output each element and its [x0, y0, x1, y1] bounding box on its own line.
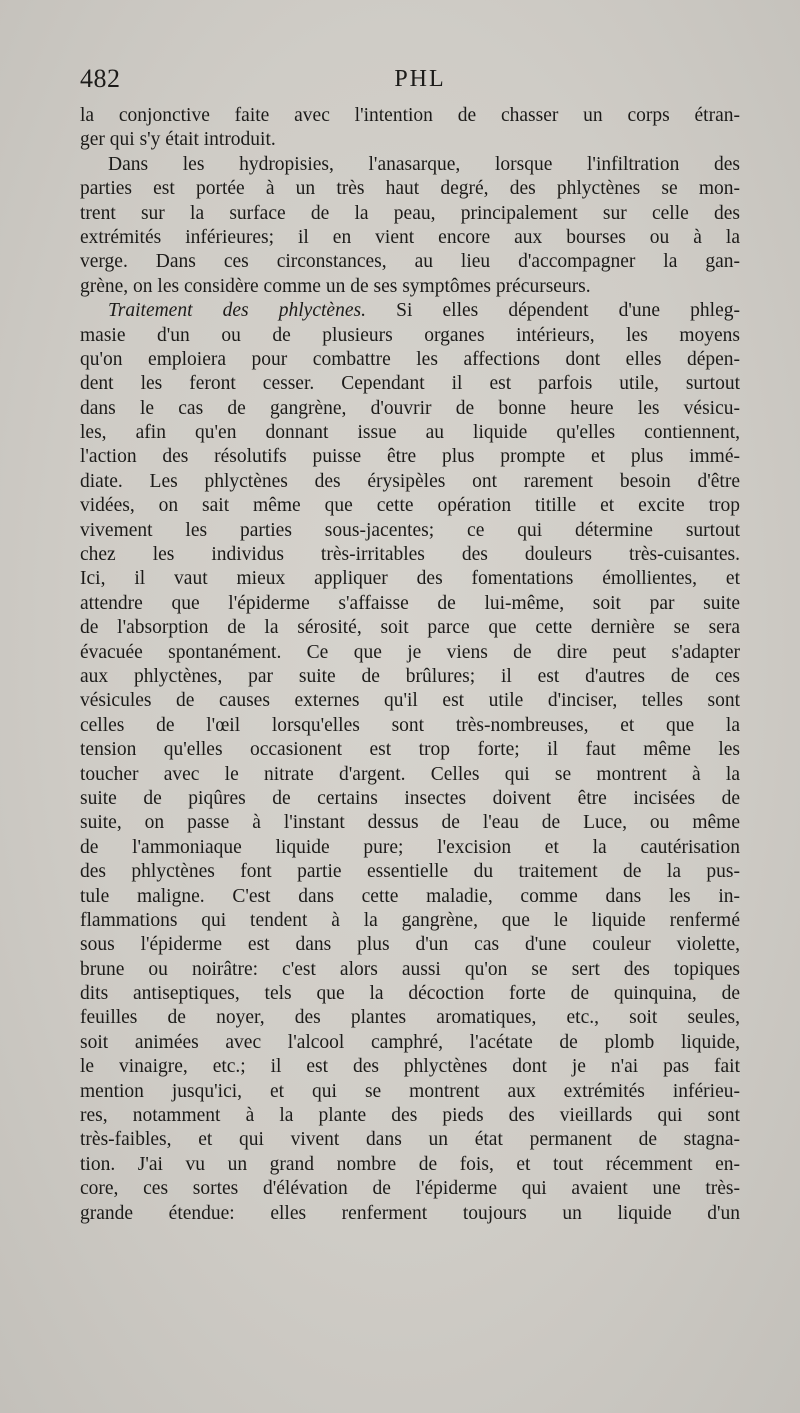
body-text — [80, 104, 740, 1226]
text-line: vésicules de causes externes qu'il est utile d'inciser, telles sont — [80, 690, 740, 712]
text-line: des phlyctènes font partie essentielle du traitement de la pus- — [80, 861, 740, 883]
section-heading: Traitement des phlyctènes. — [108, 300, 366, 322]
text-line: attendre que l'épiderme s'affaisse de lui-même, soit par suite — [80, 592, 740, 614]
text-line: sous l'épiderme est dans plus d'un cas d'une couleur violette, — [80, 934, 740, 956]
text-line: trent sur la surface de la peau, principalement sur celle des — [80, 202, 740, 224]
text-line: très-faibles, et qui vivent dans un état permanent de stagna- — [80, 1129, 740, 1151]
text-line-rest: Si elles dépendent d'une phleg- — [396, 300, 740, 322]
text-line: chez les individus très-irritables des douleurs très-cuisantes. — [80, 544, 740, 566]
text-line: mention jusqu'ici, et qui se montrent aux extrémités inférieu- — [80, 1080, 740, 1102]
text-line: Ici, il vaut mieux appliquer des fomentations émollientes, et — [80, 568, 740, 590]
text-line: masie d'un ou de plusieurs organes intérieurs, les moyens — [80, 324, 740, 346]
text-line: verge. Dans ces circonstances, au lieu d'accompagner la gan- — [80, 251, 740, 273]
text-line: tension qu'elles occasionent est trop forte; il faut même les — [80, 739, 740, 761]
running-head: PHL — [394, 66, 446, 92]
text-line: tule maligne. C'est dans cette maladie, comme dans les in- — [80, 885, 740, 907]
text-line: dent les feront cesser. Cependant il est parfois utile, surtout — [80, 373, 740, 395]
text-line-with-heading — [80, 299, 740, 323]
text-line: flammations qui tendent à la gangrène, que le liquide renfermé — [80, 909, 740, 931]
text-line: l'action des résolutifs puisse être plus prompte et plus immé- — [80, 446, 740, 468]
text-line: parties est portée à un très haut degré, des phlyctènes se mon- — [80, 178, 740, 200]
text-line: feuilles de noyer, des plantes aromatiques, etc., soit seules, — [80, 1007, 740, 1029]
text-line: les, afin qu'en donnant issue au liquide qu'elles contiennent, — [80, 422, 740, 444]
text-line: vidées, on sait même que cette opération titille et excite trop — [80, 495, 740, 517]
text-line: grande étendue: elles renferment toujours un liquide d'un — [80, 1202, 740, 1224]
text-line: diate. Les phlyctènes des érysipèles ont rarement besoin d'être — [80, 470, 740, 492]
text-line: suite, on passe à l'instant dessus de l'eau de Luce, ou même — [80, 812, 740, 834]
text-line: res, notamment à la plante des pieds des vieillards qui sont — [80, 1105, 740, 1127]
page-header — [80, 64, 740, 104]
text-line: de l'absorption de la sérosité, soit parce que cette dernière se sera — [80, 617, 740, 639]
text-line: vivement les parties sous-jacentes; ce qui détermine surtout — [80, 519, 740, 541]
text-line: toucher avec le nitrate d'argent. Celles qui se montrent à la — [80, 763, 740, 785]
text-line: brune ou noirâtre: c'est alors aussi qu'on se sert des topiques — [80, 958, 740, 980]
text-line: aux phlyctènes, par suite de brûlures; il est d'autres de ces — [80, 665, 740, 687]
text-line: soit animées avec l'alcool camphré, l'acétate de plomb liquide, — [80, 1031, 740, 1053]
text-line: dans le cas de gangrène, d'ouvrir de bonne heure les vésicu- — [80, 397, 740, 419]
text-line: la conjonctive faite avec l'intention de chasser un corps étran- — [80, 105, 740, 126]
text-line: core, ces sortes d'élévation de l'épiderme qui avaient une très- — [80, 1178, 740, 1200]
text-line: extrémités inférieures; il en vient encore aux bourses ou à la — [80, 226, 740, 248]
text-line: dits antiseptiques, tels que la décoction forte de quinquina, de — [80, 983, 740, 1005]
text-line: ger qui s'y était introduit. — [80, 129, 276, 151]
page-number: 482 — [80, 64, 121, 93]
text-line: Dans les hydropisies, l'anasarque, lorsque l'infiltration des — [108, 153, 740, 175]
text-line: de l'ammoniaque liquide pure; l'excision et la cautérisation — [80, 836, 740, 858]
text-line: celles de l'œil lorsqu'elles sont très-nombreuses, et que la — [80, 714, 740, 736]
text-line: suite de piqûres de certains insectes doivent être incisées de — [80, 787, 740, 809]
text-line: tion. J'ai vu un grand nombre de fois, et tout récemment en- — [80, 1153, 740, 1175]
text-line: qu'on emploiera pour combattre les affections dont elles dépen- — [80, 348, 740, 370]
text-line: évacuée spontanément. Ce que je viens de dire peut s'adapter — [80, 641, 740, 663]
text-line: grène, on les considère comme un de ses symptômes précurseurs. — [80, 275, 591, 297]
text-line: le vinaigre, etc.; il est des phlyctènes dont je n'ai pas fait — [80, 1056, 740, 1078]
